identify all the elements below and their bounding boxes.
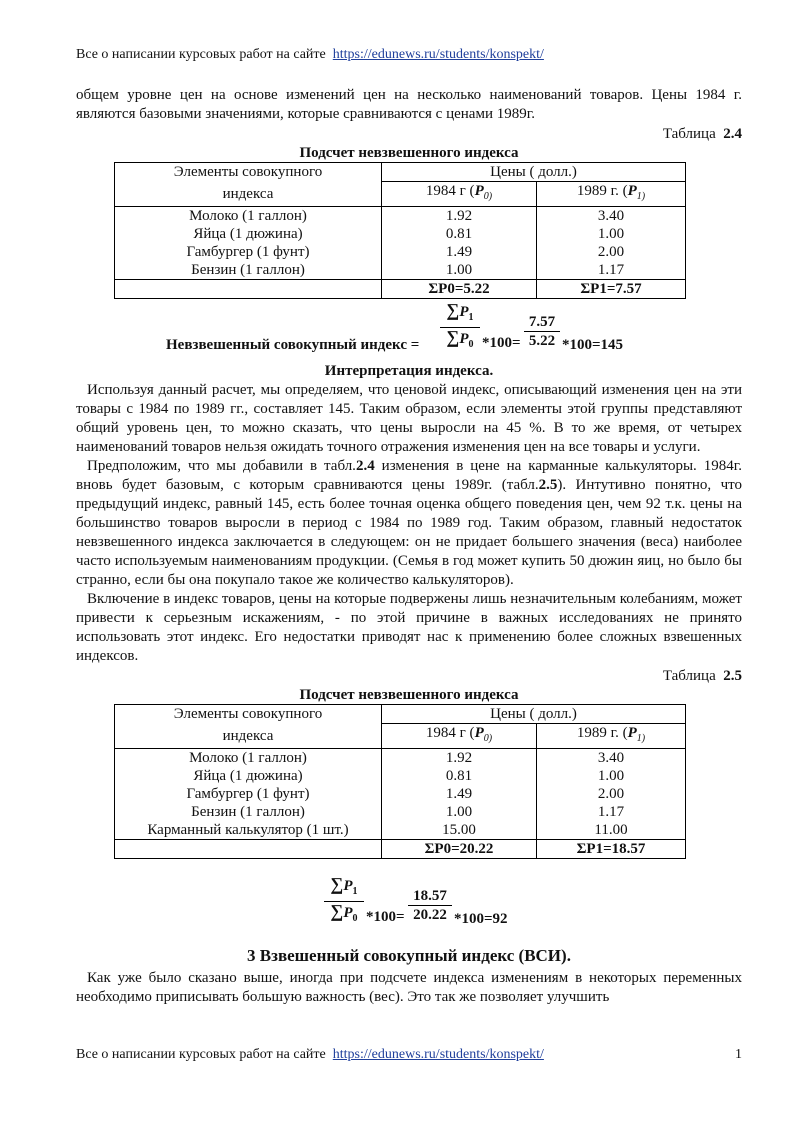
page-header bbox=[76, 47, 544, 63]
section3-heading: 3 Взвешенный совокупный индекс (ВСИ). bbox=[247, 946, 571, 965]
header-text: Все о написании курсовых работ на сайте bbox=[76, 47, 326, 62]
para3: Включение в индекс товаров, цены на которые подвержены лишь незначительным колебаниям, может привести к серьезным искажениям, - по этой причине в важных исследованиях не принято использовать этот индекс. Его недостатки приводят нас к применению более сложных взвешенных индексов. bbox=[76, 591, 742, 664]
formula1 bbox=[76, 299, 742, 357]
table2 bbox=[114, 704, 686, 859]
table-row: Бензин (1 галлон) 1.00 1.17 bbox=[115, 803, 686, 821]
formula2 bbox=[76, 873, 742, 931]
table-row: Молоко (1 галлон) 1.92 3.40 bbox=[115, 749, 686, 768]
para2: Предположим, что мы добавили в табл.2.4 изменения в цене на карманные калькуляторы. 1984г. вновь будет базовым, с которым сравниваются цены 1989г. (табл.2.5). Интутивно понятно, что предыдущий индекс, равный 145, есть более точная оценка общего поведения цен, чем 92 т.к. цены на большинство товаров выросли в период с 1984 по 1989 год. Таким образом, главный недостаток невзвешенного индекса заключается в следующем: он не придает большего значения (веса) наиболее часто используемым наименованиям продукции. (Семья в год может купить 50 дюжин яиц, но было бы странно, если бы она покупало такое же количество калькуляторов). bbox=[76, 458, 743, 588]
table1-label: Таблица 2.4 bbox=[662, 126, 742, 142]
formula1-value-frac: $\frac{7.57}{5.22}$ bbox=[524, 313, 560, 350]
table1-sum-row bbox=[115, 280, 686, 299]
table-row: Молоко (1 галлон) 1.92 3.40 bbox=[115, 207, 686, 226]
formula1-sigma-frac: $\frac{\sum P_1}{\sum P_0}$ bbox=[440, 301, 480, 354]
table-row: Карманный калькулятор (1 шт.) 15.00 11.00 bbox=[115, 821, 686, 840]
formula2-sigma-frac: $\frac{\sum P_1}{\sum P_0}$ bbox=[324, 875, 364, 928]
page-number: 1 bbox=[735, 1047, 742, 1062]
table1-col-1989: 1989 г. ($P_{1)}$ bbox=[537, 182, 686, 207]
para1: Используя данный расчет, мы определяем, что ценовой индекс, описывающий изменения цен на эти товары с 1984 по 1989 гг., составляет 145. Таким образом, если элементы этой группы представляют общий уровень цен, то можно сказать, что цены выросли на 45 %. В то же время, от четырех наименований товаров нельзя ожидать точного отражения изменения цен на все товары и услуги. bbox=[76, 382, 742, 455]
header-link[interactable]: https://edunews.ru/students/konspekt/ bbox=[332, 47, 544, 62]
table-row: Яйца (1 дюжина) 0.81 1.00 bbox=[115, 767, 686, 785]
table2-col-elements-1: Элементы совокупного bbox=[115, 705, 382, 724]
table2-caption: Подсчет невзвешенного индекса bbox=[299, 687, 519, 703]
formula1-result: *100=145 bbox=[562, 337, 624, 353]
table1-sum-p1: ΣP1=7.57 bbox=[537, 280, 686, 299]
interp-heading: Интерпретация индекса. bbox=[324, 363, 494, 379]
formula2-value-frac: $\frac{18.57}{20.22}$ bbox=[408, 887, 452, 924]
table1-col-1984: 1984 г ($P_{0)}$ bbox=[382, 182, 537, 207]
table1 bbox=[114, 162, 686, 299]
formula1-mult: *100= bbox=[482, 335, 521, 351]
page-content bbox=[76, 86, 742, 1007]
table-row: Бензин (1 галлон) 1.00 1.17 bbox=[115, 261, 686, 280]
formula2-result: *100=92 bbox=[454, 911, 508, 927]
table1-sum-p0: ΣP0=5.22 bbox=[382, 280, 537, 299]
table2-col-prices: Цены ( долл.) bbox=[382, 705, 686, 724]
intro-paragraph: общем уровне цен на основе изменений цен на несколько наименований товаров. Цены 1984 г. являются базовыми значениями, которые сравниваются с ценами 1989г. bbox=[76, 87, 742, 122]
table-row: Гамбургер (1 фунт) 1.49 2.00 bbox=[115, 243, 686, 261]
table2-col-1984: 1984 г ($P_{0)}$ bbox=[382, 724, 537, 749]
table2-label: Таблица 2.5 bbox=[662, 668, 742, 684]
table1-col-elements-1: Элементы совокупного bbox=[115, 163, 382, 182]
table2-sum-p0: ΣP0=20.22 bbox=[382, 840, 537, 859]
table-row: Яйца (1 дюжина) 0.81 1.00 bbox=[115, 225, 686, 243]
table-row: Гамбургер (1 фунт) 1.49 2.00 bbox=[115, 785, 686, 803]
para4: Как уже было сказано выше, иногда при подсчете индекса изменениям в некоторых переменных необходимо приписывать большую важность (вес). Это так же позволяет улучшить bbox=[76, 970, 742, 1005]
footer-link[interactable]: https://edunews.ru/students/konspekt/ bbox=[332, 1047, 544, 1062]
table1-caption: Подсчет невзвешенного индекса bbox=[299, 145, 519, 161]
page-footer bbox=[76, 1047, 742, 1063]
table2-col-elements-2: индекса bbox=[115, 724, 382, 749]
footer-text: Все о написании курсовых работ на сайте bbox=[76, 1047, 326, 1062]
table2-col-1989: 1989 г. ($P_{1)}$ bbox=[537, 724, 686, 749]
formula2-mult: *100= bbox=[366, 909, 405, 925]
table2-sum-row bbox=[115, 840, 686, 859]
formula1-label: Невзвешенный совокупный индекс = bbox=[166, 337, 420, 353]
table1-col-prices: Цены ( долл.) bbox=[382, 163, 686, 182]
table2-sum-p1: ΣP1=18.57 bbox=[537, 840, 686, 859]
table1-col-elements-2: индекса bbox=[115, 182, 382, 207]
